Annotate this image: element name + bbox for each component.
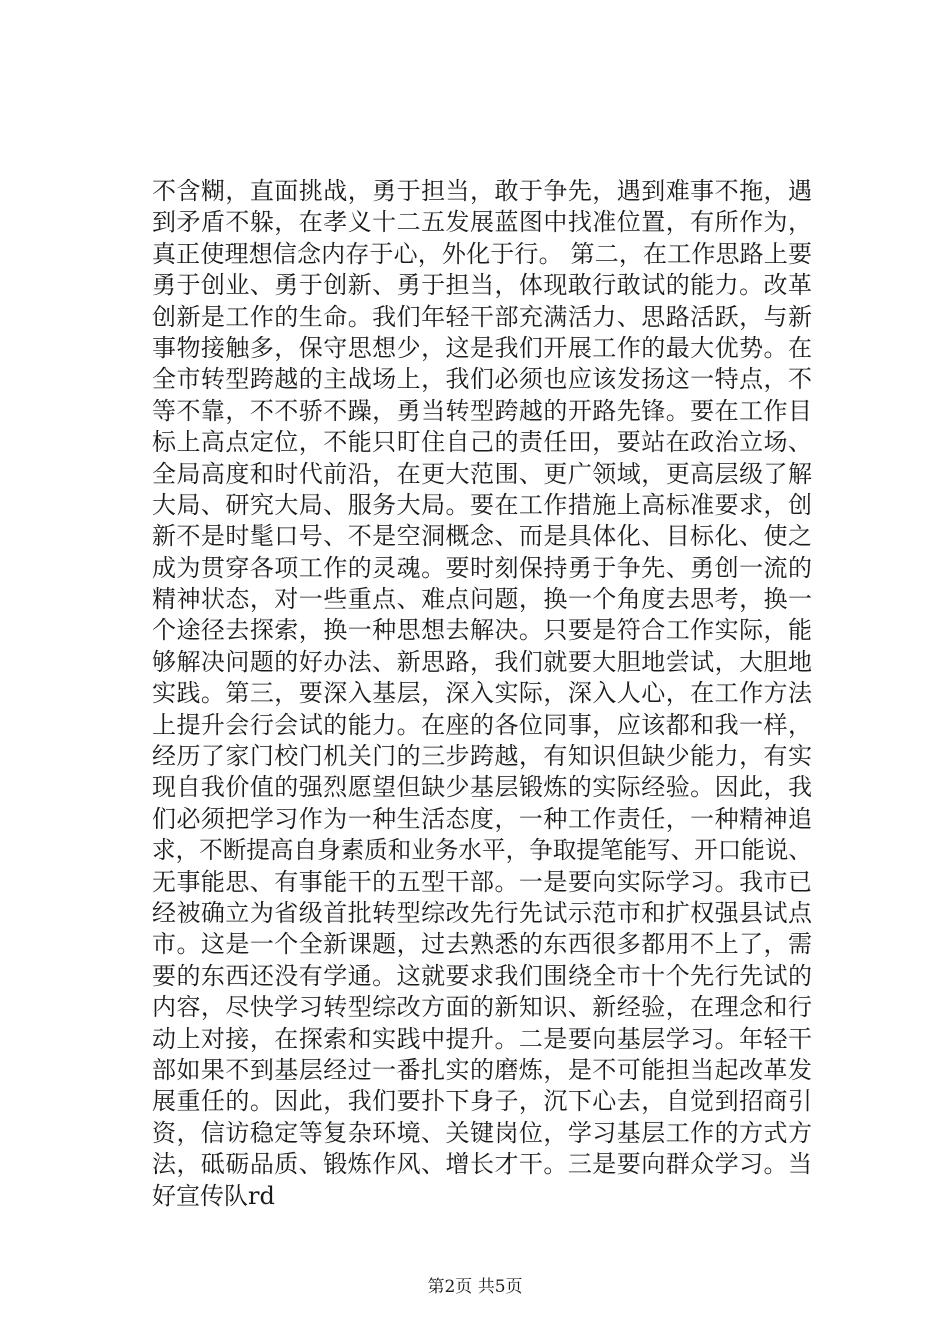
text-line: 内容，尽快学习转型综改方面的新知识、新经验，在理念和行 <box>152 993 813 1022</box>
text-line: 新不是时髦口号、不是空洞概念、而是具体化、目标化、使之 <box>152 522 813 551</box>
text-line: 真正使理想信念内存于心，外化于行。 第二，在工作思路上要 <box>152 239 813 268</box>
text-line: 标上高点定位，不能只盯住自己的责任田，要站在政治立场、 <box>152 428 813 457</box>
body-text <box>152 176 812 1212</box>
text-line: 好宣传队rd <box>152 1181 275 1210</box>
text-line: 展重任的。因此，我们要扑下身子，沉下心去，自觉到招商引 <box>152 1087 813 1116</box>
page-footer: 第2页 共5页 <box>427 1277 523 1297</box>
text-line: 全局高度和时代前沿，在更大范围、更广领域，更高层级了解 <box>152 459 813 488</box>
text-line: 经被确立为省级首批转型综改先行先试示范市和扩权强县试点 <box>152 898 813 927</box>
text-line: 现自我价值的强烈愿望但缺少基层锻炼的实际经验。因此，我 <box>152 773 813 802</box>
text-line: 法，砥砺品质、锻炼作风、增长才干。三是要向群众学习。当 <box>152 1150 813 1179</box>
text-line: 不含糊，直面挑战，勇于担当，敢于争先，遇到难事不拖，遇 <box>152 177 813 205</box>
text-line: 勇于创业、勇于创新、勇于担当，体现敢行敢试的能力。改革 <box>152 271 813 300</box>
text-line: 资，信访稳定等复杂环境、关键岗位，学习基层工作的方式方 <box>152 1118 813 1147</box>
text-line: 大局、研究大局、服务大局。要在工作措施上高标准要求，创 <box>152 490 813 519</box>
text-line: 全市转型跨越的主战场上，我们必须也应该发扬这一特点，不 <box>152 365 813 394</box>
text-line: 事物接触多，保守思想少，这是我们开展工作的最大优势。在 <box>152 333 813 362</box>
text-line: 求，不断提高自身素质和业务水平，争取提笔能写、开口能说、 <box>152 836 812 865</box>
text-line: 要的东西还没有学通。这就要求我们围绕全市十个先行先试的 <box>152 961 813 990</box>
text-line: 够解决问题的好办法、新思路，我们就要大胆地尝试，大胆地 <box>152 647 813 676</box>
text-line: 部如果不到基层经过一番扎实的磨炼，是不可能担当起改革发 <box>152 1055 813 1084</box>
text-line: 上提升会行会试的能力。在座的各位同事，应该都和我一样， <box>152 710 813 739</box>
text-line: 个途径去探索，换一种思想去解决。只要是符合工作实际，能 <box>152 616 813 645</box>
text-line: 到矛盾不躲，在孝义十二五发展蓝图中找准位置，有所作为， <box>152 208 813 237</box>
text-line: 无事能思、有事能干的五型干部。一是要向实际学习。我市已 <box>152 867 813 896</box>
text-line: 等不靠，不不骄不躁，勇当转型跨越的开路先锋。要在工作目 <box>152 396 813 425</box>
text-line: 成为贯穿各项工作的灵魂。要时刻保持勇于争先、勇创一流的 <box>152 553 813 582</box>
text-line: 实践。第三，要深入基层，深入实际，深入人心，在工作方法 <box>152 679 813 708</box>
text-line: 经历了家门校门机关门的三步跨越，有知识但缺少能力，有实 <box>152 742 813 771</box>
text-line: 创新是工作的生命。我们年轻干部充满活力、思路活跃，与新 <box>152 302 813 331</box>
text-line: 动上对接，在探索和实践中提升。二是要向基层学习。年轻干 <box>152 1024 813 1053</box>
text-line: 们必须把学习作为一种生活态度，一种工作责任，一种精神追 <box>152 804 813 833</box>
text-line: 市。这是一个全新课题，过去熟悉的东西很多都用不上了，需 <box>152 930 813 959</box>
text-line: 精神状态，对一些重点、难点问题，换一个角度去思考，换一 <box>152 585 813 614</box>
